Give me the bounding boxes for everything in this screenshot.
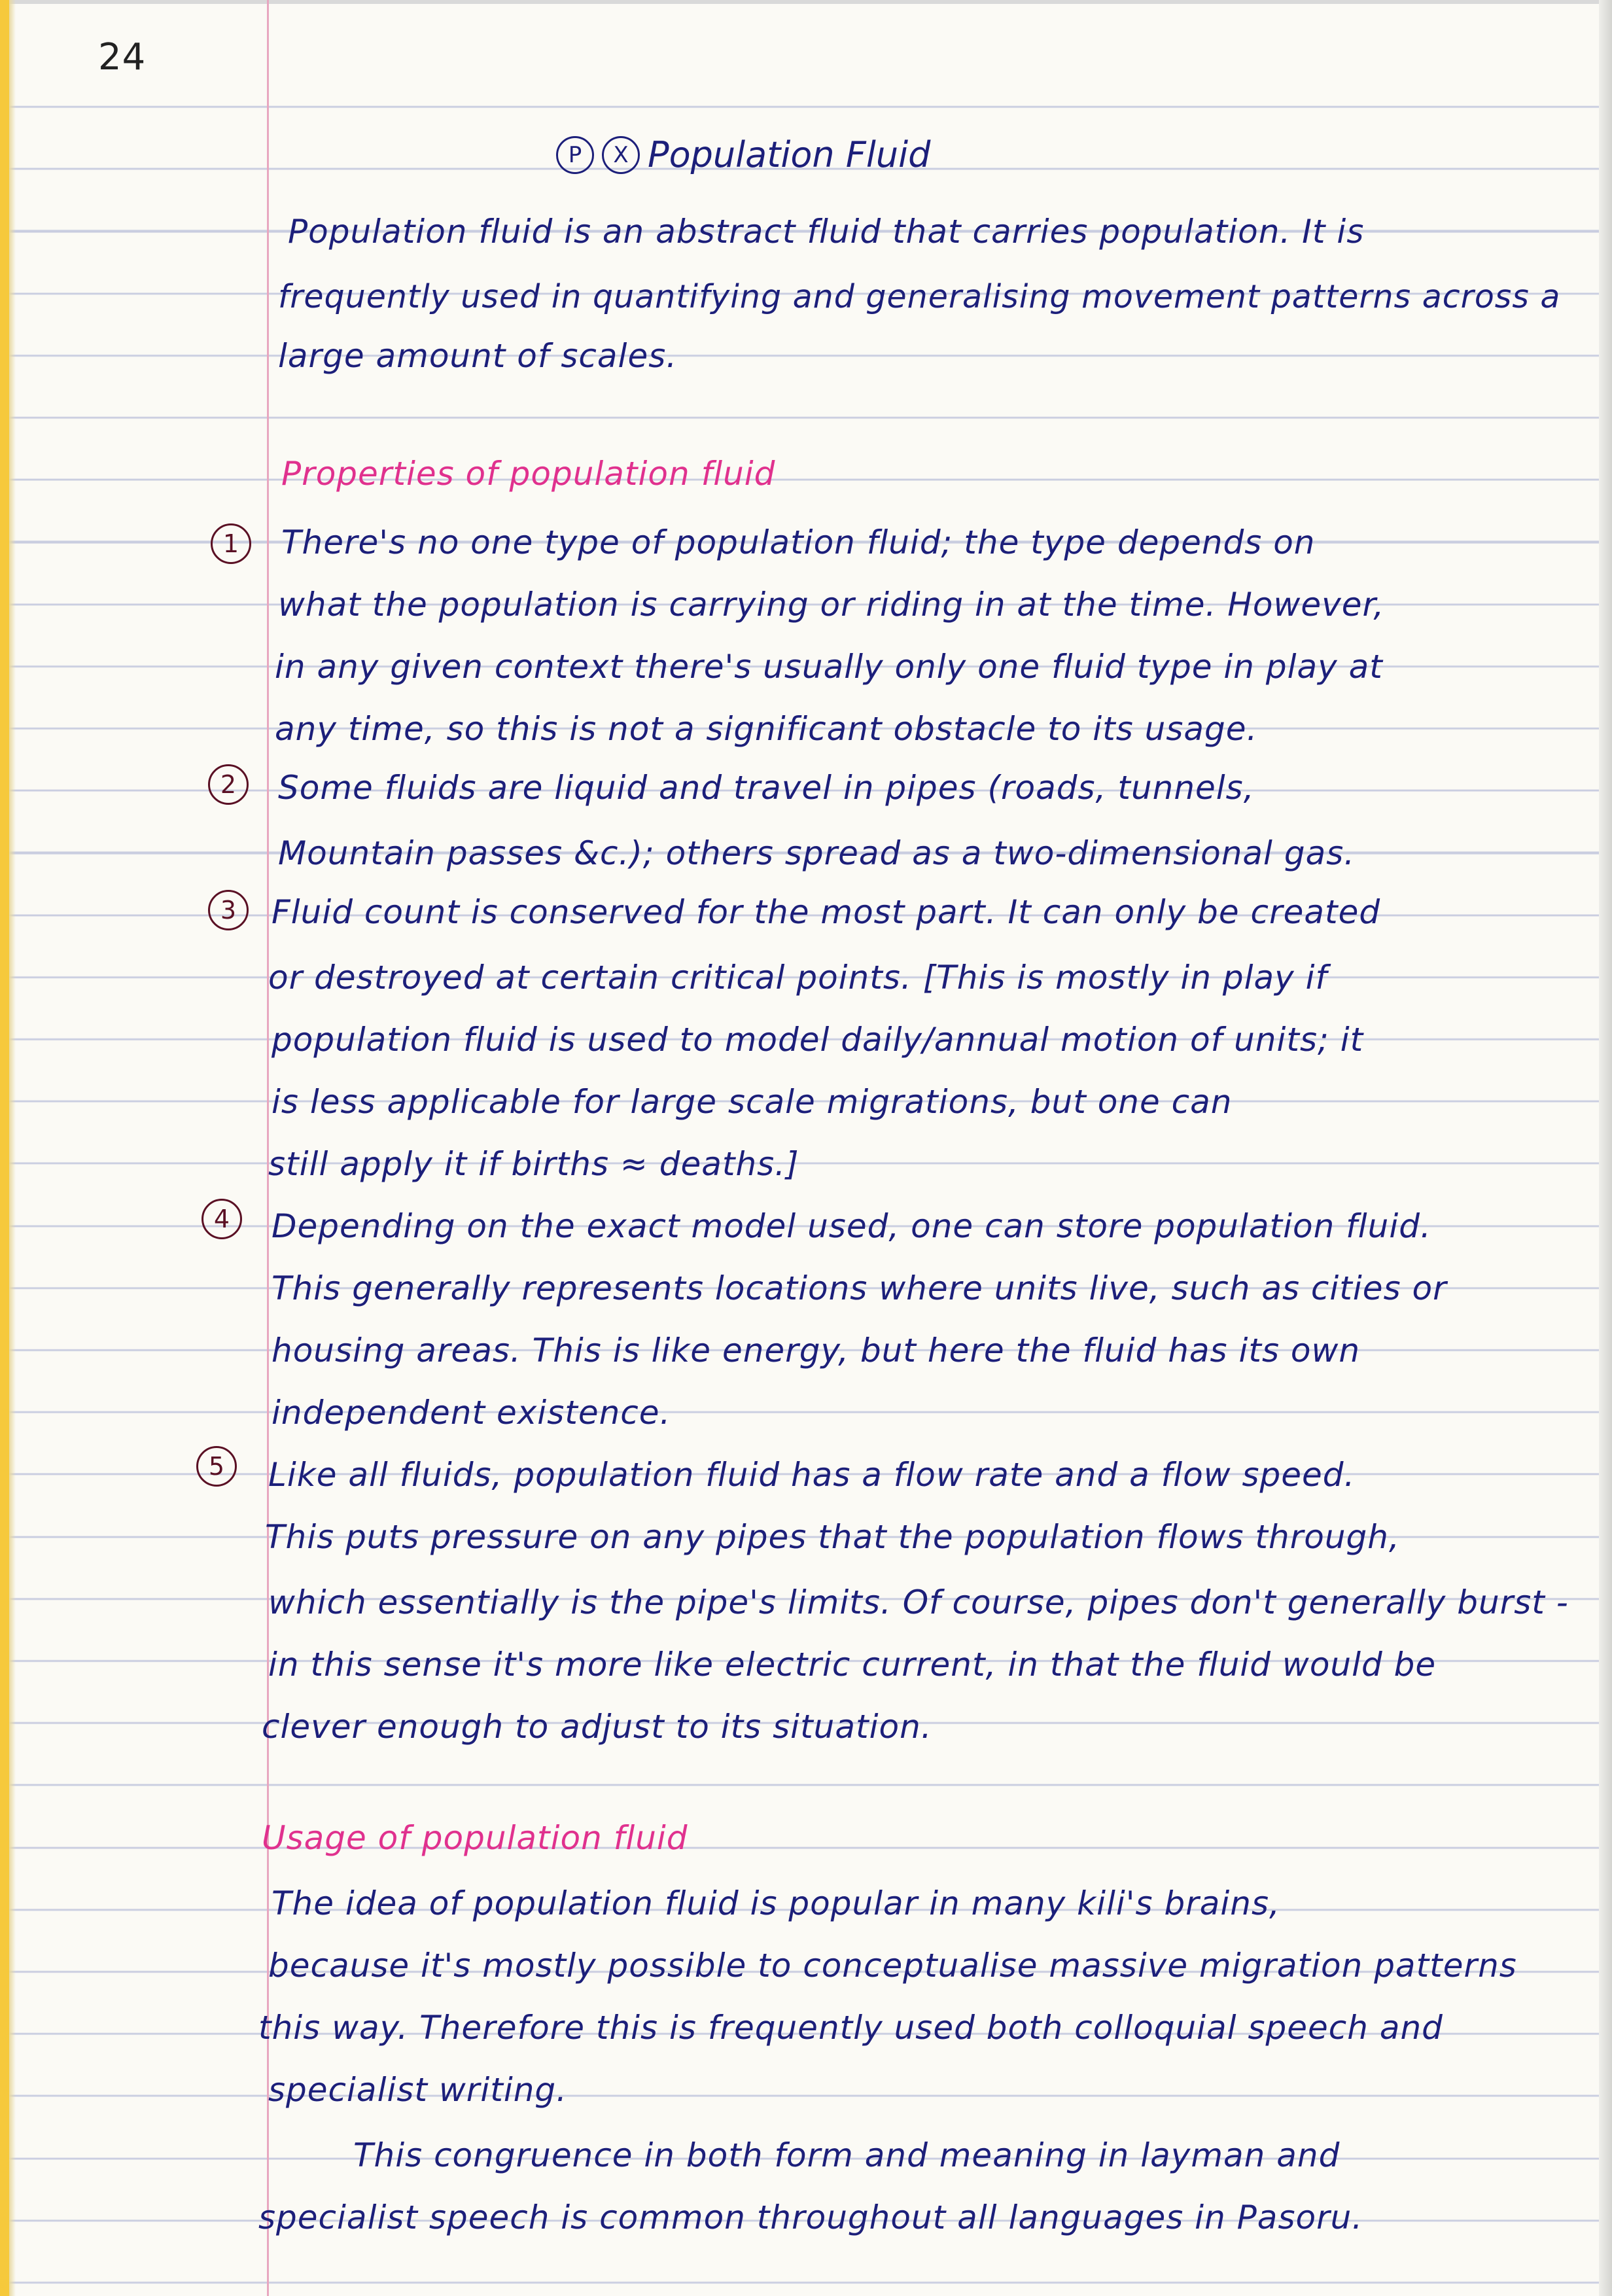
intro-line-3: large amount of scales.	[278, 337, 678, 375]
property-1-line-4: any time, so this is not a significant obstacle to its usage.	[275, 710, 1258, 748]
usage-line-4: specialist writing.	[268, 2071, 568, 2109]
property-2-line-1: Some fluids are liquid and travel in pipes (roads, tunnels,	[278, 769, 1255, 807]
property-number-4: 4	[202, 1199, 242, 1239]
properties-heading: Properties of population fluid	[281, 455, 776, 493]
property-4-line-3: housing areas. This is like energy, but here the fluid has its own	[272, 1332, 1361, 1369]
usage-line-1: The idea of population fluid is popular in many kili's brains,	[272, 1884, 1280, 1922]
page-title	[556, 134, 930, 175]
property-3-line-5: still apply it if births ≈ deaths.]	[268, 1145, 799, 1183]
usage-line-3: this way. Therefore this is frequently used both colloquial speech and	[258, 2009, 1443, 2047]
property-5-line-2: This puts pressure on any pipes that the population flows through,	[265, 1518, 1400, 1556]
usage-line-5: This congruence in both form and meaning in layman and	[353, 2136, 1340, 2174]
property-1-line-3: in any given context there's usually only one fluid type in play at	[275, 648, 1383, 686]
page-right-edge	[1599, 0, 1612, 2296]
property-number-2: 2	[208, 764, 249, 805]
title-text: Population Fluid	[648, 134, 931, 175]
property-5-line-1: Like all fluids, population fluid has a flow rate and a flow speed.	[268, 1456, 1356, 1494]
property-4-line-1: Depending on the exact model used, one can store population fluid.	[272, 1207, 1431, 1245]
page-number: 24	[98, 36, 147, 79]
usage-heading: Usage of population fluid	[262, 1819, 688, 1857]
usage-line-2: because it's mostly possible to conceptualise massive migration patterns	[268, 1947, 1517, 1985]
intro-line-2: frequently used in quantifying and generalising movement patterns across a	[278, 278, 1561, 315]
title-badge-x: X	[602, 136, 640, 174]
spine-shadow	[9, 0, 16, 2296]
property-2-line-2: Mountain passes &c.); others spread as a two-dimensional gas.	[278, 834, 1356, 872]
notebook-spine	[0, 0, 9, 2296]
property-5-line-4: in this sense it's more like electric current, in that the fluid would be	[268, 1646, 1437, 1684]
page-top-edge	[0, 0, 1612, 4]
property-number-3: 3	[208, 890, 249, 930]
usage-line-6: specialist speech is common throughout all languages in Pasoru.	[258, 2199, 1363, 2236]
property-5-line-5: clever enough to adjust to its situation.	[262, 1708, 932, 1746]
property-4-line-4: independent existence.	[272, 1394, 671, 1432]
property-5-line-3: which essentially is the pipe's limits. Of course, pipes don't generally burst -	[268, 1583, 1569, 1621]
property-number-1: 1	[211, 523, 251, 564]
title-badge-p: P	[556, 136, 594, 174]
property-3-line-2: or destroyed at certain critical points. [This is mostly in play if	[268, 959, 1328, 997]
property-1-line-1: There's no one type of population fluid; the type depends on	[281, 523, 1316, 561]
property-4-line-2: This generally represents locations where units live, such as cities or	[272, 1269, 1447, 1307]
intro-line-1: Population fluid is an abstract fluid that carries population. It is	[288, 213, 1365, 251]
property-3-line-3: population fluid is used to model daily/annual motion of units; it	[272, 1021, 1364, 1059]
property-number-5: 5	[196, 1446, 237, 1487]
property-1-line-2: what the population is carrying or riding in at the time. However,	[278, 586, 1385, 624]
property-3-line-1: Fluid count is conserved for the most part. It can only be created	[272, 893, 1381, 931]
property-3-line-4: is less applicable for large scale migrations, but one can	[272, 1083, 1233, 1121]
